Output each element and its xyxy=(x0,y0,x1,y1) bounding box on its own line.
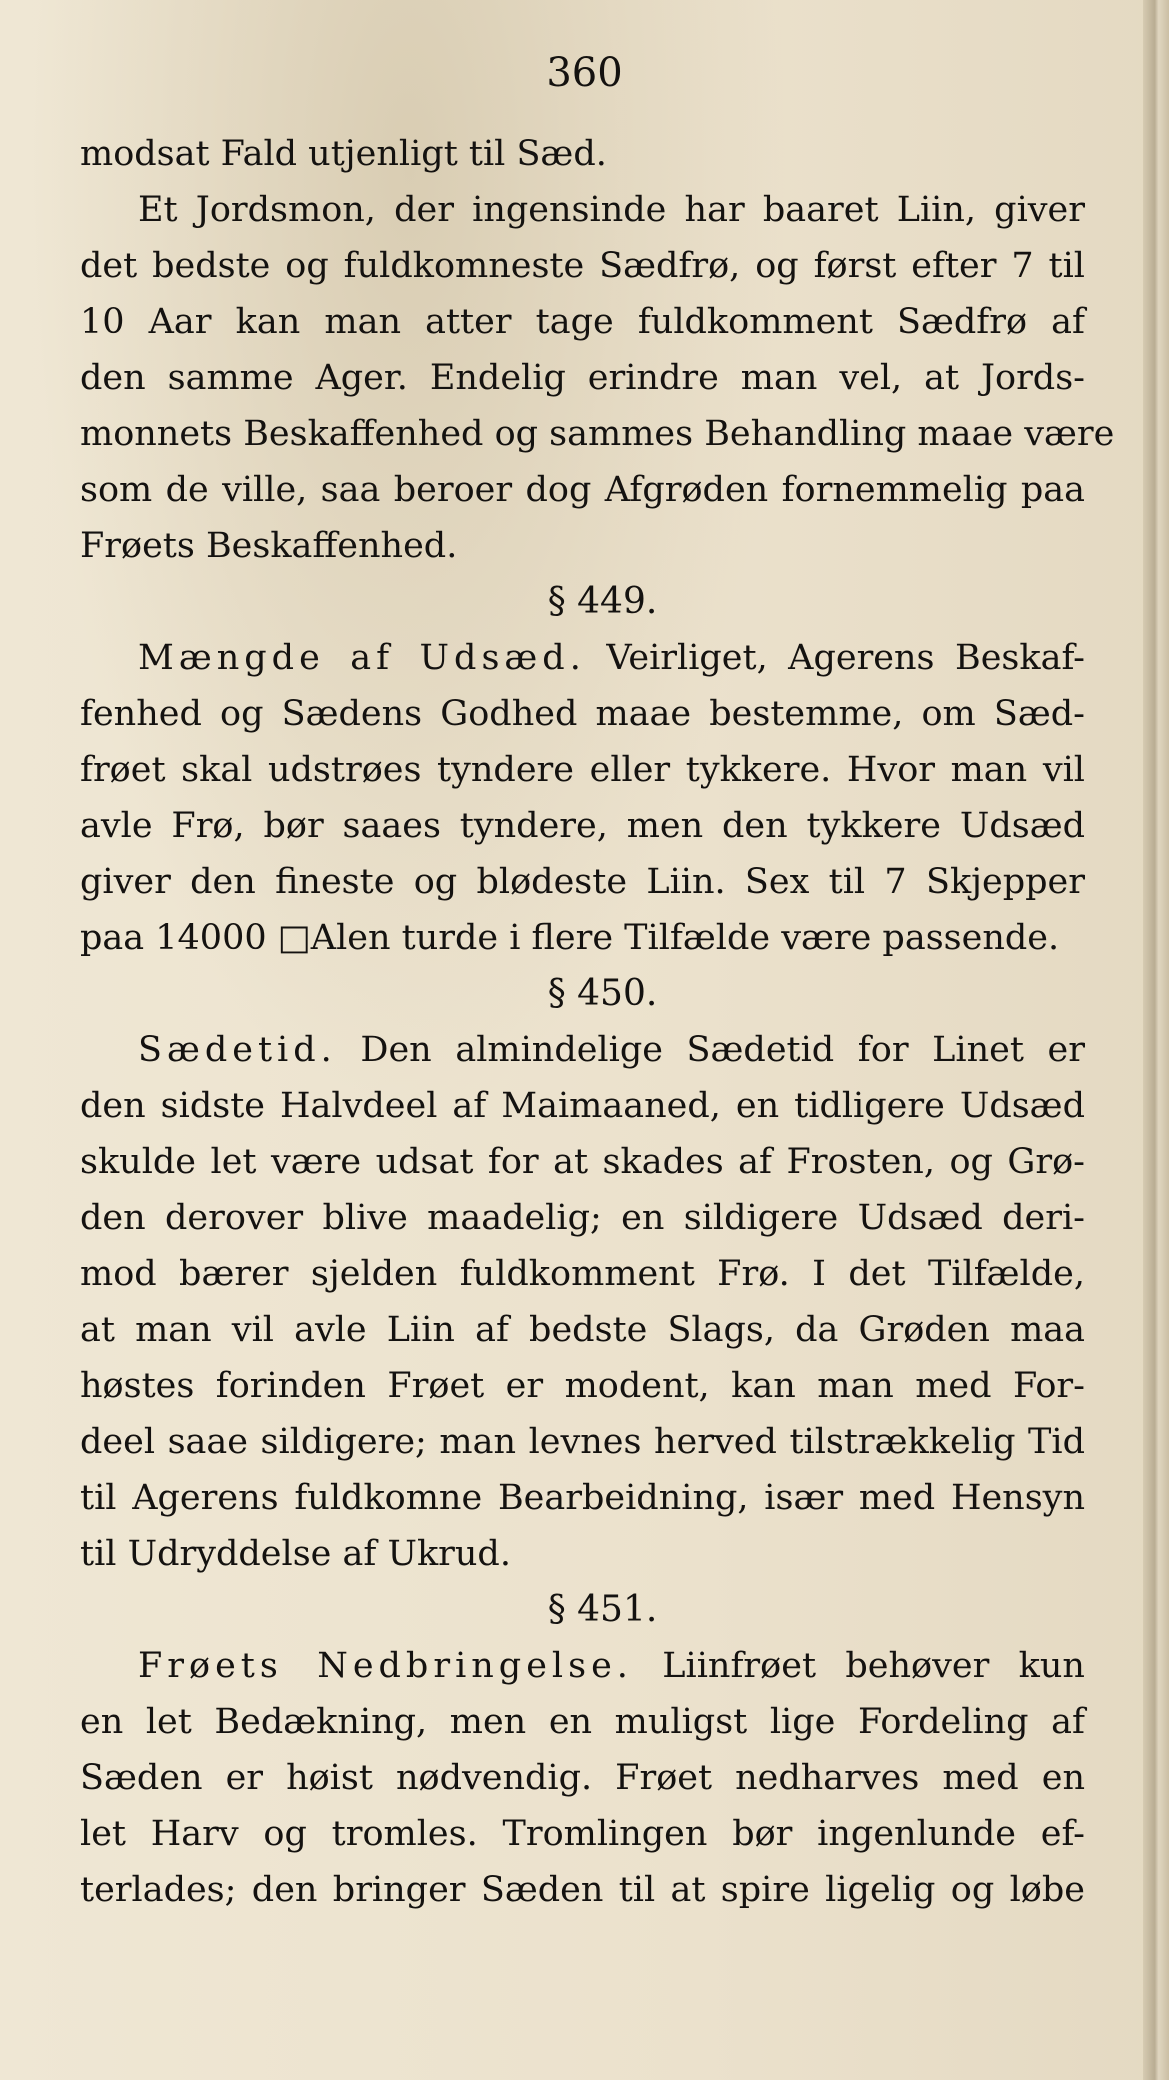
text-line: Veirliget, Agerens Beskaf- xyxy=(606,638,1085,678)
text-line: den samme Ager. Endelig erindre man vel, at Jords- xyxy=(80,358,1085,398)
text-line: høstes forinden Frøet er modent, kan man med For- xyxy=(80,1366,1085,1406)
section-title: Frøets Nedbringelse. xyxy=(138,1646,633,1686)
section-first-line xyxy=(80,630,1085,686)
text-line: den sidste Halvdeel af Maimaaned, en tidligere Udsæd xyxy=(80,1086,1085,1126)
text-line: Den almindelige Sædetid for Linet er xyxy=(360,1030,1085,1070)
text-line: avle Frø, bør saaes tyndere, men den tykkere Udsæd xyxy=(80,806,1085,846)
text-line: det bedste og fuldkomneste Sædfrø, og først efter 7 til xyxy=(80,246,1085,286)
text-line: at man vil avle Liin af bedste Slags, da Grøden maa xyxy=(80,1310,1085,1350)
text-line: til Agerens fuldkomne Bearbeidning, især med Hensyn xyxy=(80,1478,1085,1518)
text-line: frøet skal udstrøes tyndere eller tykkere. Hvor man vil xyxy=(80,750,1085,790)
section-title: Mængde af Udsæd. xyxy=(138,638,586,678)
section-number: § 450. xyxy=(547,973,658,1014)
section-first-line xyxy=(80,1022,1085,1078)
text-line: monnets Beskaffenhed og sammes Behandling maae være xyxy=(80,414,1115,454)
text-line: til Udryddelse af Ukrud. xyxy=(80,1534,511,1574)
text-line: terlades; den bringer Sæden til at spire ligelig og løbe xyxy=(80,1870,1085,1910)
text-line: mod bærer sjelden fuldkomment Frø. I det Tilfælde, xyxy=(80,1254,1085,1294)
text-line: som de ville, saa beroer dog Afgrøden fornemmelig paa xyxy=(80,470,1085,510)
page-edge xyxy=(1143,0,1169,2080)
page-number: 360 xyxy=(546,50,623,96)
text-line: Et Jordsmon, der ingensinde har baaret Liin, giver xyxy=(138,190,1085,230)
text-line: giver den fineste og blødeste Liin. Sex til 7 Skjepper xyxy=(80,862,1085,902)
section-title: Sædetid. xyxy=(138,1030,337,1070)
text-line: Frøets Beskaffenhed. xyxy=(80,526,458,566)
body-text xyxy=(80,126,1115,1918)
text-line: modsat Fald utjenligt til Sæd. xyxy=(80,134,607,174)
text-line: Liinfrøet behøver kun xyxy=(662,1646,1085,1686)
section-number: § 451. xyxy=(547,1589,658,1630)
section-number: § 449. xyxy=(547,581,658,622)
section-first-line xyxy=(80,1638,1085,1694)
text-line: paa 14000 □Alen turde i flere Tilfælde være passende. xyxy=(80,918,1060,958)
text-line: fenhed og Sædens Godhed maae bestemme, om Sæd- xyxy=(80,694,1085,734)
text-line: skulde let være udsat for at skades af Frosten, og Grø- xyxy=(80,1142,1085,1182)
text-line: Sæden er høist nødvendig. Frøet nedharves med en xyxy=(80,1758,1085,1798)
text-line: den derover blive maadelig; en sildigere Udsæd deri- xyxy=(80,1198,1085,1238)
text-line: let Harv og tromles. Tromlingen bør ingenlunde ef- xyxy=(80,1814,1085,1854)
text-line: 10 Aar kan man atter tage fuldkomment Sædfrø af xyxy=(80,302,1085,342)
text-line: deel saae sildigere; man levnes herved tilstrækkelig Tid xyxy=(80,1422,1085,1462)
text-line: en let Bedækning, men en muligst lige Fordeling af xyxy=(80,1702,1085,1742)
